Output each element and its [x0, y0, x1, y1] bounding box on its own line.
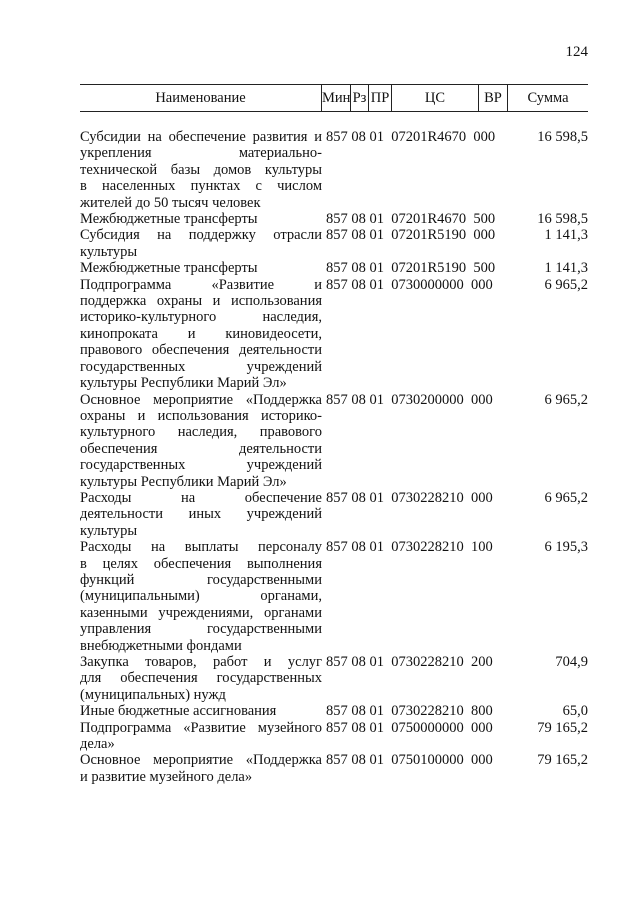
row-name [80, 490, 322, 539]
row-name-line: обеспечения деятельности [80, 440, 322, 457]
header-sum: Сумма [527, 90, 569, 106]
row-name-line: правового обеспечения деятельности [80, 342, 322, 359]
row-sum: 65,0 [562, 703, 588, 720]
table-row [80, 260, 588, 276]
row-name-last-line: культуры [80, 243, 138, 260]
row-codes: 857 08 01 0730200000 000 [326, 391, 493, 408]
table-row [80, 211, 588, 227]
row-name-line: управления государственными [80, 621, 322, 638]
row-sum: 79 165,2 [537, 752, 588, 769]
row-name-last-line: Межбюджетные трансферты [80, 260, 258, 277]
table-row [80, 654, 588, 703]
row-codes: 857 08 01 0730228210 100 [326, 539, 493, 556]
row-sum: 16 598,5 [537, 211, 588, 228]
table-row [80, 227, 588, 260]
row-name [80, 654, 322, 703]
row-name [80, 392, 322, 490]
row-name-line: охраны и использования историко- [80, 407, 322, 424]
row-name-line: Основное мероприятие «Поддержка [80, 391, 322, 408]
row-name-line: Субсидия на поддержку отрасли [80, 227, 322, 244]
row-name [80, 227, 322, 260]
row-codes: 857 08 01 07201R5190 000 [326, 227, 496, 244]
row-name-last-line: Иные бюджетные ассигнования [80, 703, 277, 720]
row-name-last-line: Межбюджетные трансферты [80, 211, 258, 228]
row-name [80, 720, 322, 753]
row-sum: 6 965,2 [544, 276, 588, 293]
table-row [80, 539, 588, 654]
row-name-line: (муниципальными) органами, [80, 588, 322, 605]
row-name-last-line: внебюджетными фондами [80, 637, 242, 654]
header-rz: Рз [352, 90, 367, 106]
row-name-line: технической базы домов культуры [80, 161, 322, 178]
row-name [80, 129, 322, 211]
row-name [80, 211, 322, 227]
row-name-last-line: и развитие музейного дела» [80, 768, 253, 785]
row-name [80, 277, 322, 392]
table-row [80, 490, 588, 539]
row-name-line: Расходы на выплаты персоналу [80, 539, 322, 556]
table-header [80, 84, 588, 112]
row-name-line: государственных учреждений [80, 457, 322, 474]
table-body [80, 129, 588, 785]
row-codes: 857 08 01 0730228210 200 [326, 654, 493, 670]
row-name-last-line: дела» [80, 736, 115, 753]
row-name-line: культурного наследия, правового [80, 424, 322, 441]
row-codes: 857 08 01 0750100000 000 [326, 752, 493, 769]
row-sum: 1 141,3 [544, 260, 588, 277]
row-codes: 857 08 01 0750000000 000 [326, 719, 493, 736]
row-sum: 704,9 [555, 654, 588, 670]
row-codes: 857 08 01 0730228210 000 [326, 489, 493, 506]
row-name-last-line: культуры [80, 522, 138, 539]
row-sum: 1 141,3 [544, 227, 588, 244]
row-name [80, 752, 322, 785]
row-name-line: функций государственными [80, 571, 322, 588]
row-name [80, 260, 322, 276]
table-row [80, 752, 588, 785]
header-min: Мин [322, 90, 351, 106]
row-name-line: Субсидии на обеспечение развития и [80, 129, 322, 145]
row-name-line: деятельности иных учреждений [80, 506, 322, 523]
row-name-line: кинопроката и киновидеосети, [80, 325, 322, 342]
table-row [80, 703, 588, 719]
row-name-line: Подпрограмма «Развитие и [80, 276, 322, 293]
table-row [80, 129, 588, 211]
row-name-line: Расходы на обеспечение [80, 489, 322, 506]
row-sum: 6 195,3 [544, 539, 588, 556]
page-number: 124 [565, 44, 588, 60]
row-name-last-line: культуры Республики Марий Эл» [80, 375, 287, 392]
row-name-last-line: (муниципальных) нужд [80, 686, 226, 703]
row-sum: 79 165,2 [537, 719, 588, 736]
row-name-line: поддержка охраны и использования [80, 293, 322, 310]
table-row [80, 720, 588, 753]
row-name-line: в целях обеспечения выполнения [80, 555, 322, 572]
row-name-line: укрепления материально- [80, 145, 322, 162]
row-codes: 857 08 01 07201R4670 000 [326, 129, 496, 145]
row-name-last-line: жителей до 50 тысяч человек [80, 194, 261, 211]
row-name-line: для обеспечения государственных [80, 670, 322, 687]
row-sum: 6 965,2 [544, 489, 588, 506]
row-name-line: казенными учреждениями, органами [80, 604, 322, 621]
header-pr: ПР [370, 90, 390, 106]
table-row [80, 392, 588, 490]
row-name-line: государственных учреждений [80, 358, 322, 375]
row-name-line: историко-культурного наследия, [80, 309, 322, 326]
row-name-line: Основное мероприятие «Поддержка [80, 752, 322, 769]
row-sum: 16 598,5 [537, 129, 588, 145]
row-codes: 857 08 01 07201R4670 500 [326, 211, 496, 228]
row-sum: 6 965,2 [544, 391, 588, 408]
row-name-line: Закупка товаров, работ и услуг [80, 654, 322, 670]
row-codes: 857 08 01 0730000000 000 [326, 276, 493, 293]
row-name [80, 539, 322, 654]
table-row [80, 277, 588, 392]
header-vr: ВР [484, 90, 502, 106]
header-cs: ЦС [424, 90, 446, 106]
row-name-line: Подпрограмма «Развитие музейного [80, 719, 322, 736]
row-codes: 857 08 01 0730228210 800 [326, 703, 493, 720]
header-name: Наименование [155, 90, 246, 106]
row-codes: 857 08 01 07201R5190 500 [326, 260, 496, 277]
row-name-last-line: культуры Республики Марий Эл» [80, 473, 287, 490]
row-name-line: в населенных пунктах с числом [80, 178, 322, 195]
row-name [80, 703, 322, 719]
